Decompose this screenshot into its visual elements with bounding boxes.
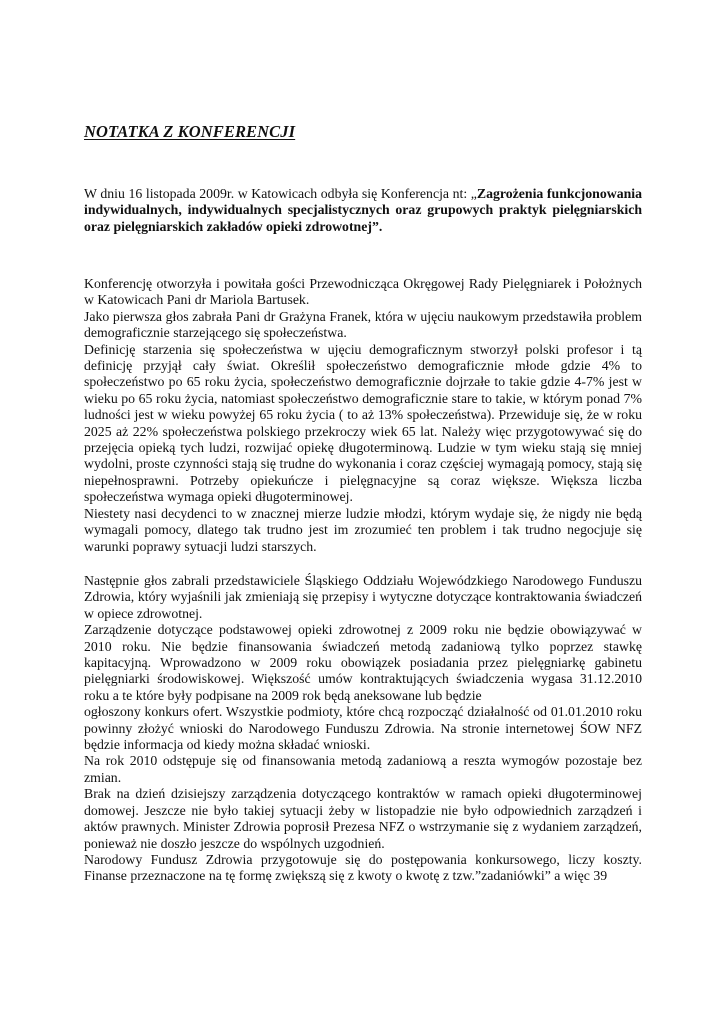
paragraph: Niestety nasi decydenci to w znacznej mierze ludzie młodzi, którym wydaje się, że nigdy nie będą wymagali pomocy, dlatego tak trudno jest im zrozumieć ten problem i tak trudno negocjuje się warunki poprawy sytuacji ludzi starszych. [84, 505, 642, 554]
paragraph: Brak na dzień dzisiejszy zarządzenia dotyczącego kontraktów w ramach opieki długoterminowej domowej. Jeszcze nie było takiej sytuacji żeby w listopadzie nie było odpowiednich zarządzeń i aktów prawnych. Minister Zdrowia poprosił Prezesa NFZ o wstrzymanie się z wydaniem zarządzeń, ponieważ nie doszło jeszcze do wspólnych uzgodnień. [84, 786, 642, 851]
intro-lead: W dniu 16 listopada 2009r. w Katowicach odbyła się Konferencja nt: „ [84, 186, 477, 201]
paragraph: Na rok 2010 odstępuje się od finansowania metodą zadaniową a reszta wymogów pozostaje bez zmian. [84, 753, 642, 785]
paragraph: Narodowy Fundusz Zdrowia przygotowuje się do postępowania konkursowego, liczy koszty. Finanse przeznaczone na tę formę zwiększą się z kwoty o kwotę z tzw.”zadaniówki” a więc 39 [84, 851, 642, 884]
intro-block [84, 186, 642, 235]
conference-topic: Zagrożenia funkcjonowania indywidualnych, indywidualnych specjalistycznych oraz grupowych praktyk pielęgniarskich oraz pielęgniarskich zakładów opieki zdrowotnej”. [84, 186, 642, 234]
paragraph: ogłoszony konkurs ofert. Wszystkie podmioty, które chcą rozpocząć działalność od 01.01.2010 roku powinny złożyć wnioski do Narodowego Funduszu Zdrowia. Na stronie internetowej ŚOW NFZ będzie informacja od kiedy można składać wnioski. [84, 704, 642, 753]
paragraph: Jako pierwsza głos zabrała Pani dr Grażyna Franek, która w ujęciu naukowym przedstawiła problem demograficznie starzejącego się społeczeństwa. [84, 308, 642, 341]
paragraph: Zarządzenie dotyczące podstawowej opieki zdrowotnej z 2009 roku nie będzie obowiązywać w 2010 roku. Nie będzie finansowania świadczeń metodą zadaniową tylko poprzez stawkę kapitacyjną. Wprowadzono w 2009 roku obowiązek posiadania przez pielęgniarkę gabinetu pielęgniarki środowiskowej. Większość umów kontraktujących świadczenia wygasa 31.12.2010 roku a te które były podpisane na 2009 rok będą aneksowane lub będzie [84, 622, 642, 703]
section-opening-lecture [84, 276, 642, 555]
document-title: NOTATKA Z KONFERENCJI [84, 122, 296, 141]
section-nfz-regulations [84, 573, 642, 885]
paragraph: Definicję starzenia się społeczeństwa w ujęciu demograficznym stworzył polski profesor i tą definicję przyjął cały świat. Określił społeczeństwo demograficznie młode gdzie 4% to społeczeństwo po 65 roku życia, społeczeństwo demograficznie dojrzałe to takie gdzie 4-7% jest w wieku po 65 roku życia, natomiast społeczeństwo demograficznie stare to takie, w którym ponad 7% ludności jest w wieku powyżej 65 roku życia ( to aż 13% społeczeństwa). Przewiduje się, że w roku 2025 aż 22% społeczeństwa polskiego przekroczy wiek 65 lat. Należy więc przygotowywać się do przejęcia opieką tych ludzi, rozwijać opiekę długoterminową. Ludzie w tym wieku stają się mniej wydolni, proste czynności stają się trudne do wykonania i coraz częściej wymagają pomocy, stają się niepełnosprawni. Potrzeby opiekuńcze i pielęgnacyjne są coraz większe. Większa liczba społeczeństwa wymaga opieki długoterminowej. [84, 341, 642, 505]
paragraph: Konferencję otworzyła i powitała gości Przewodnicząca Okręgowej Rady Pielęgniarek i Położnych w Katowicach Pani dr Mariola Bartusek. [84, 276, 642, 308]
intro-paragraph [84, 186, 642, 235]
paragraph: Następnie głos zabrali przedstawiciele Śląskiego Oddziału Wojewódzkiego Narodowego Funduszu Zdrowia, który wyjaśnili jak zmieniają się przepisy i wytyczne dotyczące kontraktowania świadczeń w opiece zdrowotnej. [84, 573, 642, 621]
